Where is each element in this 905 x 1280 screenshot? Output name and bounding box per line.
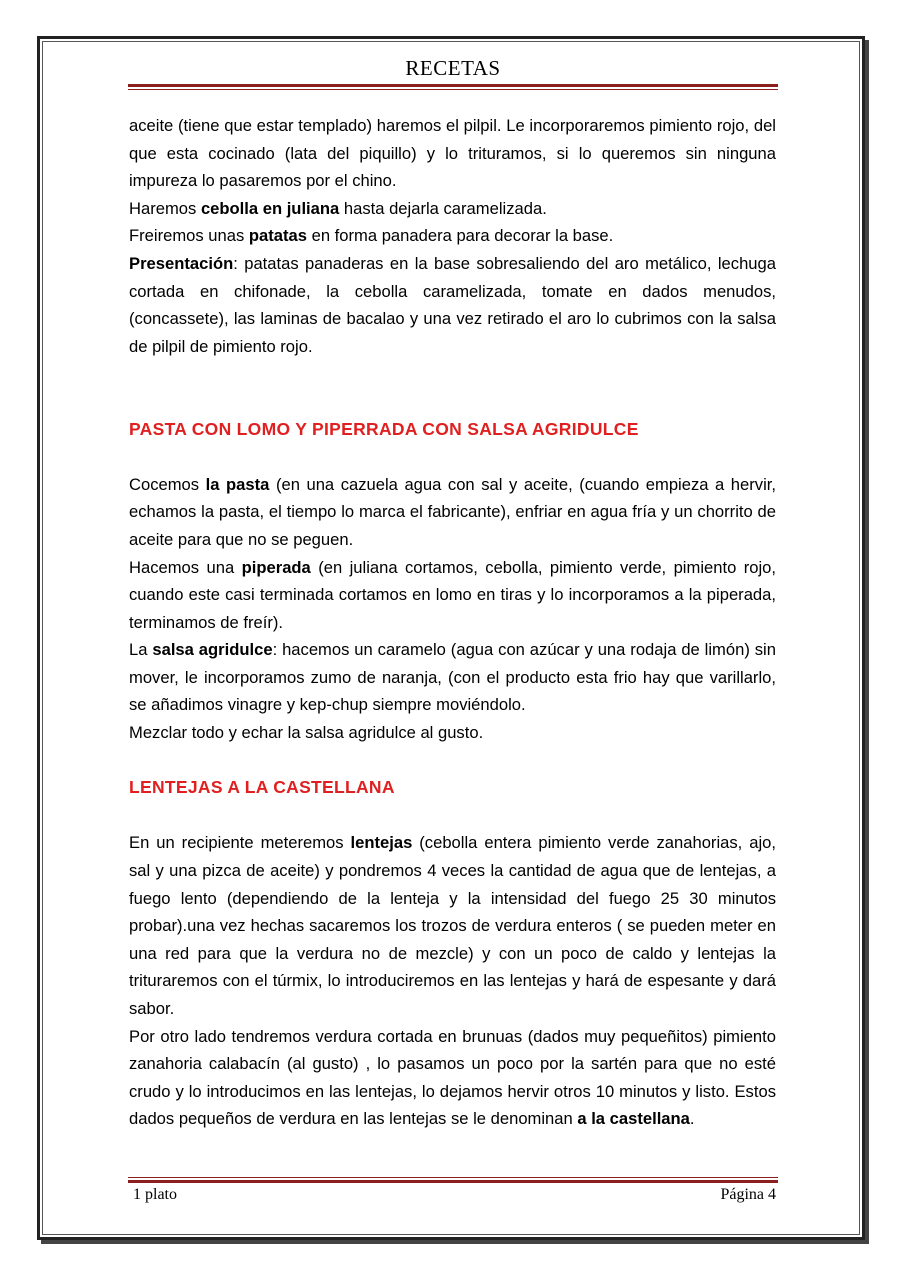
recipe-title: PASTA CON LOMO Y PIPERRADA CON SALSA AGRIDULCE [129, 418, 639, 439]
header-title: RECETAS [405, 56, 501, 80]
footer-rule-thin [128, 1177, 778, 1178]
page-number: Página 4 [720, 1186, 776, 1203]
recipe-paragraph: Mezclar todo y echar la salsa agridulce al gusto. [129, 723, 484, 743]
recipe-paragraph: La salsa agridulce: hacemos un caramelo (agua con azúcar y una rodaja de limón) sin mover, le incorporamos zumo de naranja, (con el producto esta frio hay que varillarlo, se añadimos vinagre y kep-chup siempre moviéndolo. [129, 640, 776, 715]
intro-paragraph: Freiremos unas patatas en forma panadera para decorar la base. [129, 226, 614, 246]
header-rule-thin [128, 89, 778, 90]
footer-left-text: 1 plato [133, 1186, 177, 1203]
recipe-paragraph: En un recipiente meteremos lentejas (cebolla entera pimiento verde zanahorias, ajo, sal y una pizca de aceite) y pondremos 4 veces la cantidad de agua que de lentejas, a fuego lento (dependiendo de la lenteja y la intensidad del fuego 25 30 minutos probar).una vez hechas sacaremos los trozos de verdura enteros ( se pueden meter en una red para que la verdura no de mezcle) y con un poco de caldo y lentejas la trituraremos con el túrmix, lo introduciremos en las lentejas y hará de espesante y dará sabor. [129, 833, 776, 1018]
page-content [129, 112, 776, 1133]
recipe-paragraph: Cocemos la pasta (en una cazuela agua con sal y aceite, (cuando empieza a hervir, echamos la pasta, el tiempo lo marca el fabricante), enfriar en agua fría y un chorrito de aceite para que no se peguen. [129, 474, 776, 549]
intro-paragraph: Haremos cebolla en juliana hasta dejarla caramelizada. [129, 198, 547, 218]
intro-paragraph: aceite (tiene que estar templado) haremos el pilpil. Le incorporaremos pimiento rojo, del que esta cocinado (lata del piquillo) y lo trituramos, si lo queremos sin ninguna impureza lo pasaremos por el chino. [129, 116, 776, 191]
recipe-paragraph: Hacemos una piperada (en juliana cortamos, cebolla, pimiento verde, pimiento rojo, cuando este casi terminada cortamos en lomo en tiras y lo incorporamos a la piperada, terminamos de freír). [129, 557, 776, 632]
page-frame-shadow [865, 40, 869, 1244]
page-frame-shadow [41, 1240, 869, 1244]
intro-presentation: Presentación: patatas panaderas en la base sobresaliendo del aro metálico, lechuga cortada en chifonade, la cebolla caramelizada, tomate en dados menudos, (concassete), las laminas de bacalao y una vez retirado el aro lo cubrimos con la salsa de pilpil de pimiento rojo. [129, 253, 776, 356]
recipe-paragraph: Por otro lado tendremos verdura cortada en brunuas (dados muy pequeñitos) pimiento zanahoria calabacín (al gusto) , lo pasamos un poco por la sartén para que no esté crudo y lo introducimos en las lentejas, lo dejamos hervir otros 10 minutos y listo. Estos dados pequeños de verdura en las lentejas se le denominan a la castellana. [129, 1026, 776, 1129]
footer-rule [128, 1180, 778, 1183]
recipe-title: LENTEJAS A LA CASTELLANA [129, 777, 395, 798]
header-rule [128, 84, 778, 87]
